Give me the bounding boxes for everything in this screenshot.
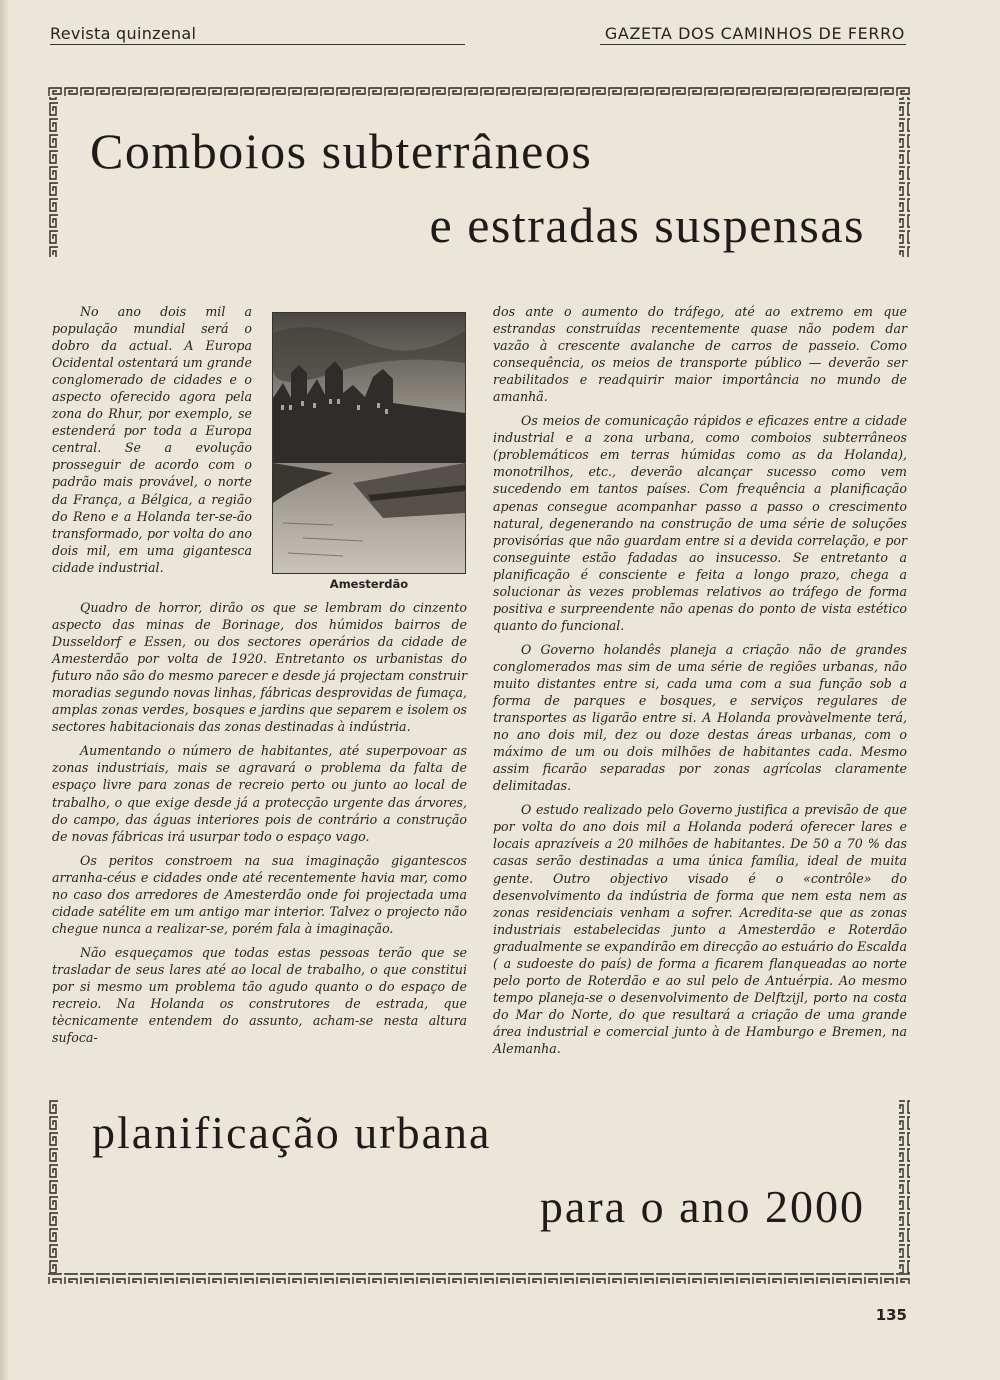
page-binding-edge: [0, 0, 8, 1380]
subtitle-line-1: planificação urbana: [92, 1107, 492, 1158]
paragraph: Os peritos constroem na sua imaginação gigantescos arranha-céus e cidades onde até recentemente havia mar, como no caso dos arredores de Amesterdão onde foi projectada uma cidade satélite em um antigo mar interior. Talvez o projecto não chegue nunca a realizar-se, porém fala à imaginação.: [52, 852, 467, 936]
magazine-frequency: Revista quinzenal: [50, 24, 197, 43]
paragraph: Os meios de comunicação rápidos e eficazes entre a cidade industrial e a zona urbana, como comboios subterrâneos (problemáticos em terras húmidas como as da Holanda), monotrilhos, etc., deverão alcançar sucesso como vem sucedendo em tantos países. Com frequência a planificação apenas consegue acompanhar passo a passo o crescimento natural, degenerando na construção de uma série de soluções provisórias que não guardam entre si a devida correlação, e por conseguinte estão fadadas ao insucesso. Se entretanto a planificação é consciente e feita a longo prazo, chega a solucionar às vezes problemas relativos ao tráfego de forma positiva e surpreendente não apenas do ponto de vista estético quanto do funcional.: [493, 413, 907, 633]
paragraph: dos ante o aumento do tráfego, até ao extremo em que estrandas construídas recentemente quase não podem dar vazão à crescente avalanche de carros de passeio. Como consequência, os meios de transporte público — deverão ser reabilitados e readquirir maior importância no mundo de amanhã.: [493, 304, 907, 405]
article-left-column: [52, 599, 467, 1053]
article-title-line-1: Comboios subterrâneos: [90, 123, 593, 179]
paragraph: Aumentando o número de habitantes, até superpovoar as zonas industriais, mais se agravará o problema da falta de espaço livre para zonas de recreio perto ou junto ao local de trabalho, o que exige desde já a protecção urgente das árvores, do campo, das águas interiores pois de contrário a construção de novas fábricas irá usurpar todo o espaço vago.: [52, 743, 467, 844]
page-number: 135: [875, 1306, 907, 1324]
paragraph: No ano dois mil a população mundial será o dobro da actual. A Europa Ocidental ostentará um grande conglomerado de cidades e o aspecto oferecido agora pela zona do Rhur, por exemplo, se estenderá por toda a Europa central. Se a evolução prosseguir de acordo com o padrão mais provável, o norte da França, a Bélgica, a região do Reno e a Holanda ter-se-ão transformado, por volta do ano dois mil, em uma gigantesca cidade industrial.: [52, 304, 252, 575]
photo-caption: Amesterdão: [329, 577, 409, 591]
paragraph: Não esqueçamos que todas estas pessoas terão que se trasladar de seus lares até ao local de trabalho, o que constitui por si mesmo um problema tão agudo quanto o do espaço de recreio. Na Holanda os construtores de estrada, que tècnicamente entendem do assunto, acham-se nesta altura sufoca-: [52, 944, 467, 1046]
magazine-title: GAZETA DOS CAMINHOS DE FERRO: [604, 24, 905, 43]
article-intro-column: [52, 303, 252, 583]
article-right-column: [493, 303, 907, 1064]
paragraph: Quadro de horror, dirão os que se lembram do cinzento aspecto das minas de Borinage, dos húmidos bairros de Dusseldorf e Essen, ou dos sectores operários da cidade de Amesterdão por volta de 1920. Entretanto os urbanistas do futuro não são do mesmo parecer e desde já projectam construir moradias segundo novas linhas, fábricas desprovidas de fumaça, amplas zonas verdes, bosques e jardins que separem e isolem os sectores habitacionais das zonas destinadas à indústria.: [52, 600, 467, 735]
paragraph: O Governo holandês planeja a criação não de grandes conglomerados mas sim de uma série de regiões urbanas, não muito distantes entre si, cada uma com a sua função sob a forma de parques e bosques, e serviços regulares de transportes as ligarão entre si. A Holanda provàvelmente terá, no ano dois mil, dez ou doze destas áreas urbanas, com o máximo de um ou dois milhões de habitantes cada. Mesmo assim ficarão separadas por zonas agrícolas claramente delimitadas.: [493, 641, 907, 794]
header-rule: [50, 44, 465, 45]
paragraph: O estudo realizado pelo Governo justifica a previsão de que por volta do ano dois mil a Holanda poderá oferecer lares e locais aprazíveis a 20 milhões de habitantes. De 50 a 70 % das casas serão destinadas a uma única família, ideal de muita gente. Outro objectivo visado é o «contrôle» do desenvolvimento da indústria de forma que nem esta nem as zonas residenciais venham a sofrer. Acredita-se que as zonas industriais estabelecidas junto a Amesterdão e Roterdão gradualmente se expandirão em direcção ao estuário do Escalda ( a sudoeste do país) de forma a ficarem flanqueadas ao norte pelo porto de Roterdão e ao sul pelo de Antuérpia. Ao mesmo tempo planeja-se o desenvolvimento de Delftzijl, porto na costa do Mar do Norte, do que resultará a criação de uma grande área industrial e comercial junto à de Hamburgo e Bremen, na Alemanha.: [493, 802, 907, 1056]
article-title-line-2: e estradas suspensas: [429, 197, 865, 253]
subtitle-line-2: para o ano 2000: [539, 1181, 865, 1232]
header-rule-right: [600, 44, 906, 45]
amsterdam-canal-illustration: [272, 312, 466, 574]
